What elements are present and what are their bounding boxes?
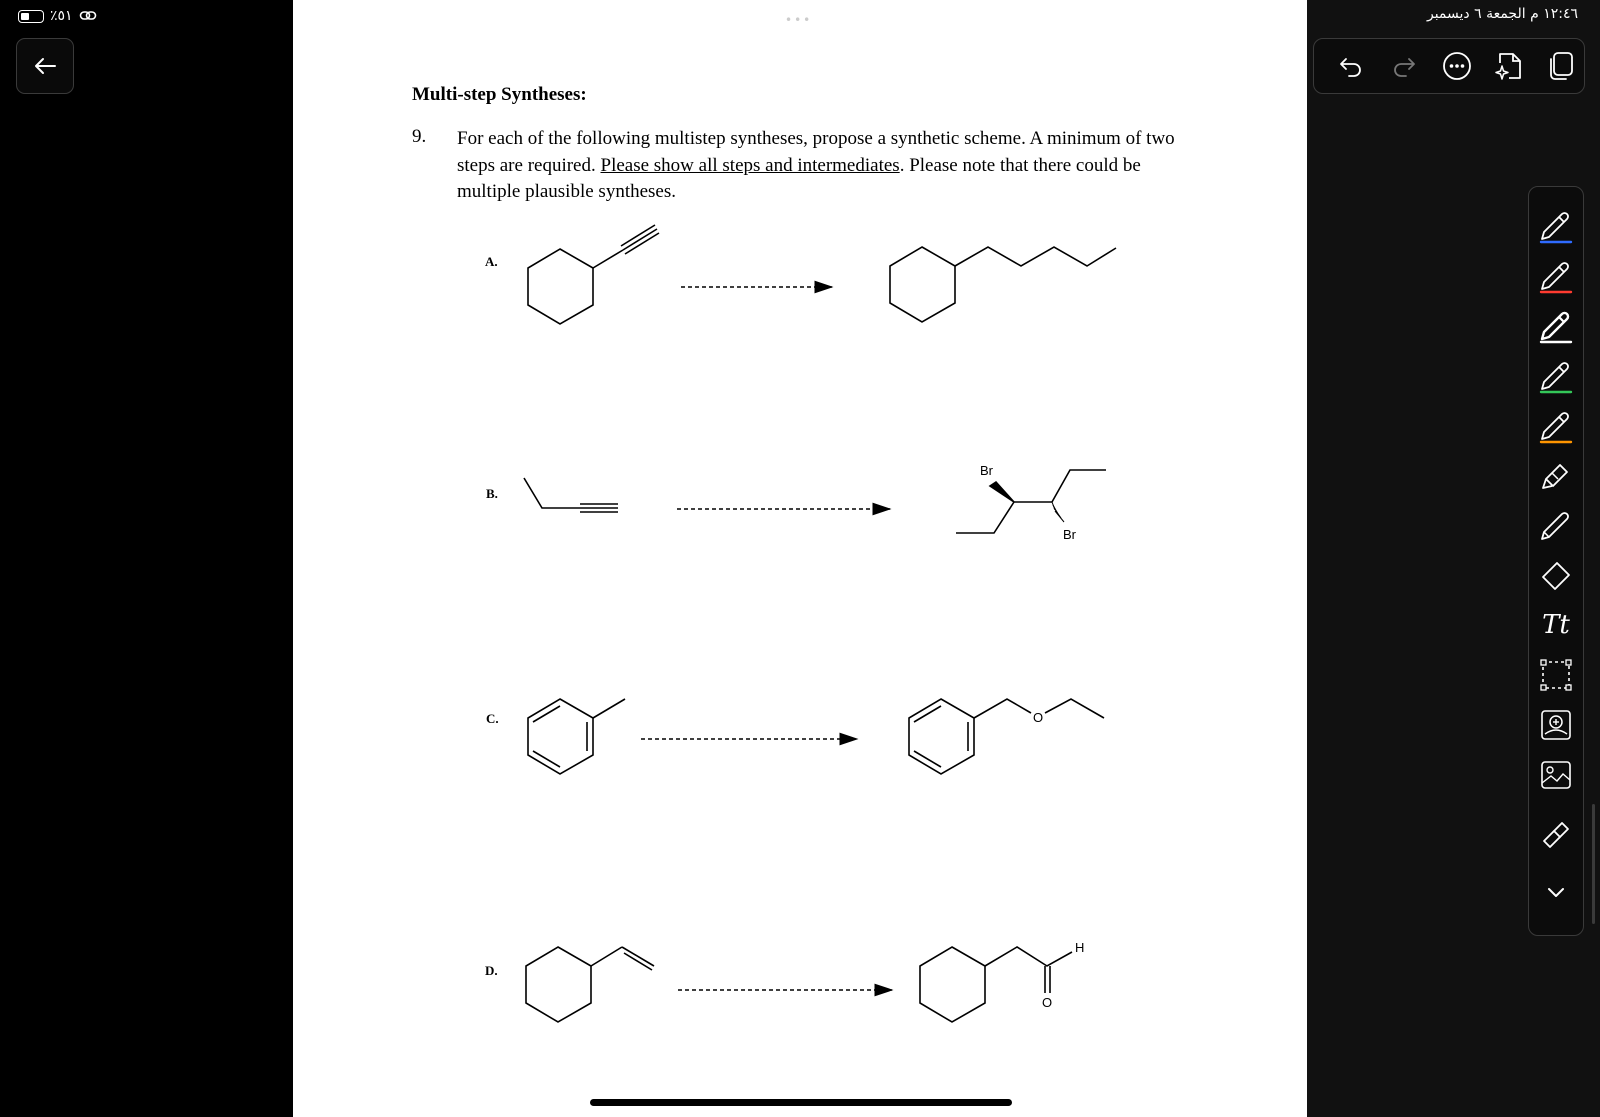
question-number: 9. bbox=[412, 126, 427, 147]
scrollbar[interactable] bbox=[1592, 804, 1595, 924]
d-h-label: H bbox=[1075, 940, 1085, 955]
d-start-alkene bbox=[526, 947, 654, 1022]
chevron-down-icon bbox=[1546, 886, 1566, 900]
home-indicator[interactable] bbox=[590, 1099, 1012, 1106]
a-product-chain bbox=[955, 247, 1116, 266]
question-text-part1: For each of the following multistep syntheses, propose a synthetic scheme. A minimum of two steps are required. bbox=[457, 128, 1175, 176]
c-product-ether bbox=[909, 699, 1104, 774]
b-br-label-bottom: Br bbox=[1063, 527, 1076, 542]
redo-icon bbox=[1392, 55, 1416, 77]
a-start-cyclohexane bbox=[528, 249, 593, 324]
d-oxygen-label: O bbox=[1042, 995, 1053, 1010]
c-oxygen-label: O bbox=[1033, 710, 1044, 725]
eraser-icon bbox=[1538, 557, 1574, 593]
lasso-select-tool[interactable] bbox=[1536, 655, 1576, 695]
part-label-b: B. bbox=[486, 486, 498, 501]
highlighter-icon bbox=[1538, 457, 1574, 493]
collapse-palette-button[interactable] bbox=[1536, 873, 1576, 913]
zoom-window-tool[interactable] bbox=[1536, 705, 1576, 745]
section-title: Multi-step Syntheses: bbox=[412, 84, 587, 105]
b-br-label-top: Br bbox=[980, 463, 993, 478]
undo-button[interactable] bbox=[1336, 51, 1366, 81]
highlighter-tool[interactable] bbox=[1536, 455, 1576, 495]
eraser-tool[interactable] bbox=[1536, 555, 1576, 595]
part-label-a: A. bbox=[485, 254, 498, 269]
page-handle[interactable]: ••• bbox=[785, 13, 813, 27]
undo-icon bbox=[1339, 55, 1363, 77]
question-text-underlined: Please show all steps and intermediates bbox=[600, 154, 900, 176]
pen-red-icon bbox=[1538, 256, 1574, 294]
part-label-c: C. bbox=[486, 711, 499, 726]
more-icon bbox=[1442, 51, 1472, 81]
copy-pages-button[interactable] bbox=[1546, 51, 1576, 81]
part-label-d: D. bbox=[485, 963, 498, 978]
more-tools-button[interactable] bbox=[1536, 817, 1576, 857]
pen-tool-blue[interactable] bbox=[1536, 205, 1576, 245]
pencil-tool[interactable] bbox=[1536, 505, 1576, 545]
redo-button[interactable] bbox=[1389, 51, 1419, 81]
ai-document-icon bbox=[1495, 51, 1523, 81]
ai-document-button[interactable] bbox=[1494, 51, 1524, 81]
copy-pages-icon bbox=[1547, 51, 1575, 81]
pen-orange-icon bbox=[1538, 406, 1574, 444]
pen-tool-red[interactable] bbox=[1536, 255, 1576, 295]
question-text-part2: . Please note that there could be multiple plausible syntheses. bbox=[457, 154, 1141, 202]
d-product-aldehyde bbox=[920, 947, 1072, 1022]
image-insert-tool[interactable] bbox=[1536, 755, 1576, 795]
battery-percent: ٪٥١ bbox=[50, 8, 73, 24]
tool-palette bbox=[1528, 186, 1584, 936]
image-icon bbox=[1539, 758, 1573, 792]
a-product-cyclohexane bbox=[890, 247, 955, 322]
text-tool-icon: Tt bbox=[1542, 610, 1570, 640]
pen-green-icon bbox=[1538, 356, 1574, 394]
pencil-icon bbox=[1538, 507, 1574, 543]
status-time-date: ١٢:٤٦ م الجمعة ٦ ديسمبر bbox=[1426, 6, 1578, 22]
pen-tool-white-selected[interactable] bbox=[1536, 305, 1576, 345]
pen-blue-icon bbox=[1538, 206, 1574, 244]
a-start-alkyne bbox=[593, 225, 659, 268]
more-tools-icon bbox=[1538, 819, 1574, 855]
b-start-alkyne bbox=[524, 478, 618, 512]
top-toolbar bbox=[1313, 38, 1585, 94]
pen-tool-orange[interactable] bbox=[1536, 405, 1576, 445]
more-button[interactable] bbox=[1442, 51, 1472, 81]
b-product-dibromide bbox=[956, 470, 1106, 533]
zoom-window-icon bbox=[1539, 708, 1573, 742]
text-tool[interactable] bbox=[1536, 605, 1576, 645]
pen-white-icon bbox=[1538, 306, 1574, 344]
pen-tool-green[interactable] bbox=[1536, 355, 1576, 395]
lasso-select-icon bbox=[1539, 658, 1573, 692]
c-start-toluene bbox=[528, 699, 625, 774]
